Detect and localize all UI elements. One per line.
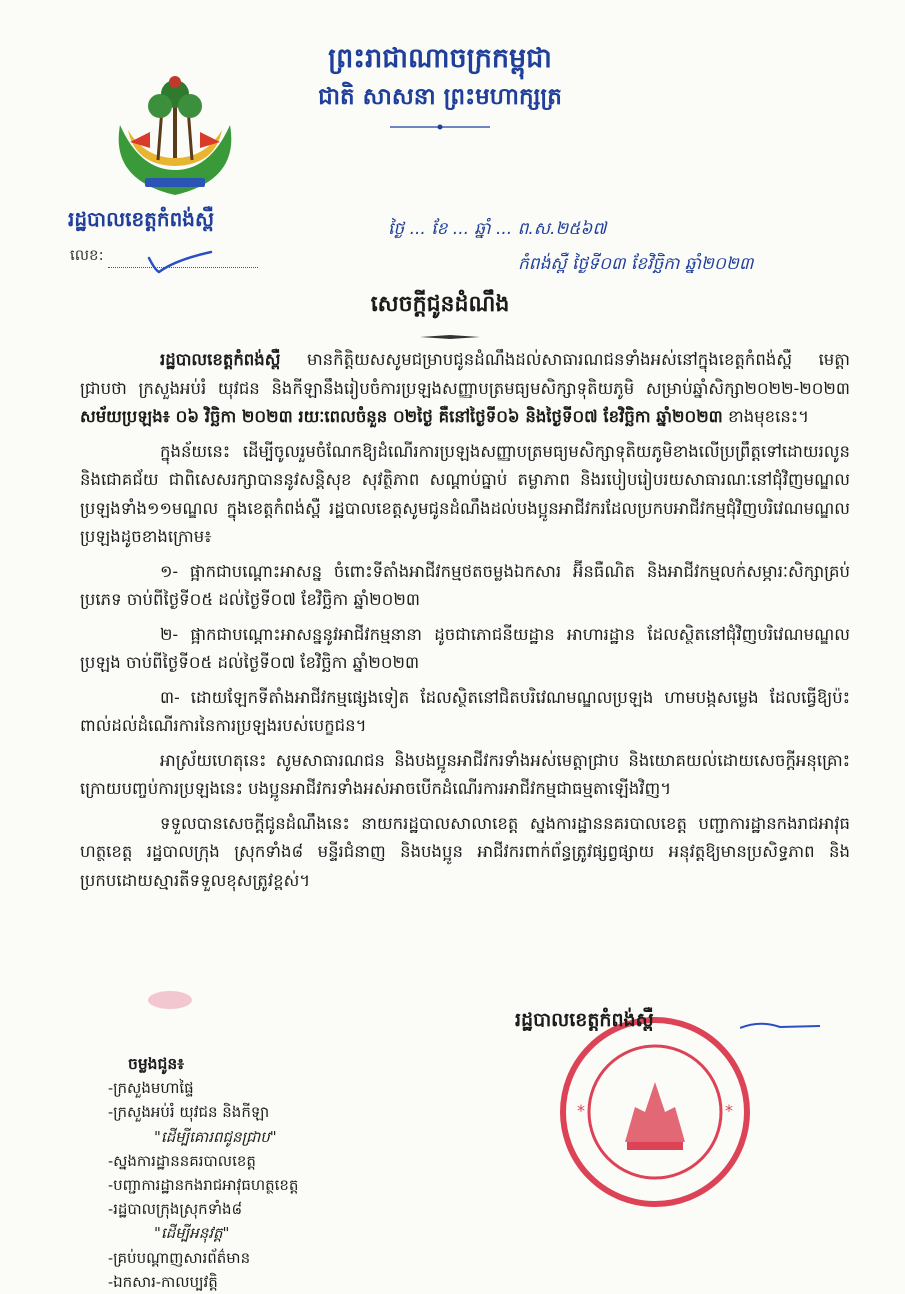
copy-to-heading: ចម្លងជូន៖ <box>128 1054 185 1073</box>
title-underline <box>420 334 480 340</box>
document-title: សេចក្តីជូនដំណឹង <box>370 292 510 317</box>
handwritten-check-icon <box>145 250 215 276</box>
notice-body <box>80 346 850 901</box>
signature-stroke <box>740 1018 820 1034</box>
cc-item: -បញ្ជាការដ្ឋានកងរាជអាវុធហត្ថខេត្ត <box>108 1176 299 1195</box>
motto-heading: ជាតិ សាសនា ព្រះមហាក្សត្រ <box>318 84 562 110</box>
paragraph-item-2: ២- ផ្អាកជាបណ្ដោះអាសន្ននូវអាជីវកម្មនានា ដូចជាភោជនីយដ្ឋាន អាហារដ្ឋាន ដែលស្ថិតនៅជុំវិញបរិវេណមណ្ឌលប្រឡង ចាប់ពីថ្ងៃទី០៥ ដល់ថ្ងៃទី០៧ ខែវិច្ឆិកា ឆ្នាំ២០២៣ <box>80 624 850 672</box>
reference-label: លេខ: <box>70 246 104 264</box>
lunar-date: ថ្ងៃ ... ខែ ... ឆ្នាំ ... ព.ស.២៥៦៧ <box>388 219 607 239</box>
paragraph-purpose: ក្នុងន័យនេះ ដើម្បីចូលរួមចំណែកឱ្យដំណើរការប្រឡងសញ្ញាបត្រមធ្យមសិក្សាទុតិយភូមិខាងលើប្រព្រឹត្តទៅដោយរលូន និងជោគជ័យ ជាពិសេសរក្សាបាននូវសន្តិសុខ សុវត្ថិភាព សណ្តាប់ធ្នាប់ តម្លាភាព និងរបៀបរៀបរយសាធារណៈនៅជុំវិញមណ្ឌលប្រឡងទាំង១១មណ្ឌល ក្នុងខេត្តកំពង់ស្ពឺ រដ្ឋបាលខេត្តសូមជូនដំណឹងដល់បងប្អូនអាជីវករដែលប្រកបអាជីវកម្មជុំវិញបរិវេណមណ្ឌលប្រឡងដូចខាងក្រោម៖ <box>80 441 850 546</box>
signature-block: រដ្ឋបាលខេត្តកំពង់ស្ពឺ <box>515 1009 654 1031</box>
paragraph-item-1: ១- ផ្អាកជាបណ្ដោះអាសន្ន ចំពោះទីតាំងអាជីវកម្មថតចម្លងឯកសារ អ៊ីនធឺណិត និងអាជីវកម្មលក់សម្ភារៈសិក្សាគ្រប់ប្រភេទ ចាប់ពីថ្ងៃទី០៥ ដល់ថ្ងៃទី០៧ ខែវិច្ឆិកា ឆ្នាំ២០២៣ <box>80 561 850 609</box>
intro-tail: ខាងមុខនេះ។ <box>722 407 809 426</box>
cc-item: -រដ្ឋបាលក្រុងស្រុកទាំង៨ <box>108 1200 243 1219</box>
exam-dates: សម័យប្រឡង៖ ០៦ វិច្ឆិកា ២០២៣ រយៈពេលចំនួន ០២ថ្ងៃ គឺនៅថ្ងៃទី០៦ និងថ្ងៃទី០៧ ខែវិច្ឆិកា ឆ្នាំ២០២៣ <box>80 407 723 426</box>
cc-item: -ស្នងការដ្ឋាននគរបាលខេត្ត <box>108 1151 256 1170</box>
solar-date: កំពង់ស្ពឺ ថ្ងៃទី០៣ ខែវិច្ឆិកា ឆ្នាំ២០២៣ <box>518 254 754 274</box>
cc-item: -ក្រសួងអប់រំ យុវជន និងកីឡា <box>108 1103 270 1122</box>
provincial-logo-icon <box>110 70 240 198</box>
paragraph-distribution: ទទួលបានសេចក្តីជូនដំណឹងនេះ នាយករដ្ឋបាលសាលាខេត្ត ស្នងការដ្ឋាននគរបាលខេត្ត បញ្ជាការដ្ឋានកងរាជអាវុធហត្ថខេត្ត រដ្ឋបាលក្រុង ស្រុកទាំង៨ មន្ទីរជំនាញ និងបងប្អូន អាជីវករពាក់ព័ន្ធត្រូវផ្សព្វផ្សាយ អនុវត្តឱ្យមានប្រសិទ្ធភាព និងប្រកបដោយស្មារតីទទួលខុសត្រូវខ្ពស់។ <box>80 813 850 890</box>
cc-note: "ដើម្បីអនុវត្ត" <box>154 1224 230 1243</box>
cc-item: -ឯកសារ-កាលប្បវត្តិ <box>108 1272 218 1291</box>
paragraph-item-3: ៣- ដោយឡែកទីតាំងអាជីវកម្មផ្សេងទៀត ដែលស្ថិតនៅជិតបរិវេណមណ្ឌលប្រឡង ហាមបង្កសម្លេង ដែលធ្វើឱ្យប៉ះពាល់ដល់ដំណើរការនៃការប្រឡងរបស់បេក្ខជន។ <box>80 687 850 735</box>
ornament-divider <box>390 122 490 132</box>
copy-to-list <box>108 1052 298 1294</box>
intro-text: មានកិត្តិយសសូមជម្រាបជូនដំណឹងដល់សាធារណជនទាំងអស់នៅក្នុងខេត្តកំពង់ស្ពឺ មេត្តាជ្រាបថា ក្រសួងអប់រំ យុវជន និងកីឡានឹងរៀបចំការប្រឡងសញ្ញាបត្រមធ្យមសិក្សាទុតិយភូមិ សម្រាប់ឆ្នាំសិក្សា២០២២-២០២៣ <box>80 350 850 398</box>
issuer-lead: រដ្ឋបាលខេត្តកំពង់ស្ពឺ <box>160 350 281 369</box>
ink-smudge <box>140 985 200 1015</box>
kingdom-heading: ព្រះរាជាណាចក្រកម្ពុជា <box>328 43 552 74</box>
cc-item: -គ្រប់បណ្តាញសារព័ត៌មាន <box>108 1248 251 1267</box>
cc-note: "ដើម្បីគោរពជូនជ្រាប" <box>154 1127 277 1146</box>
paragraph-intro <box>80 346 850 432</box>
svg-text:*: * <box>725 1101 733 1120</box>
issuer-name: រដ្ឋបាលខេត្តកំពង់ស្ពឺ <box>68 207 214 231</box>
svg-text:*: * <box>577 1101 585 1120</box>
cc-item: -ក្រសួងមហាផ្ទៃ <box>108 1079 194 1098</box>
official-seal-icon <box>555 1012 755 1212</box>
paragraph-request: អាស្រ័យហេតុនេះ សូមសាធារណជន និងបងប្អូនអាជីវករទាំងអស់មេត្តាជ្រាប និងយោគយល់ដោយសេចក្តីអនុគ្រោះ ក្រោយបញ្ចប់ការប្រឡងនេះ បងប្អូនអាជីវករទាំងអស់អាចបើកដំណើរការអាជីវកម្មជាធម្មតាឡើងវិញ។ <box>80 750 850 798</box>
